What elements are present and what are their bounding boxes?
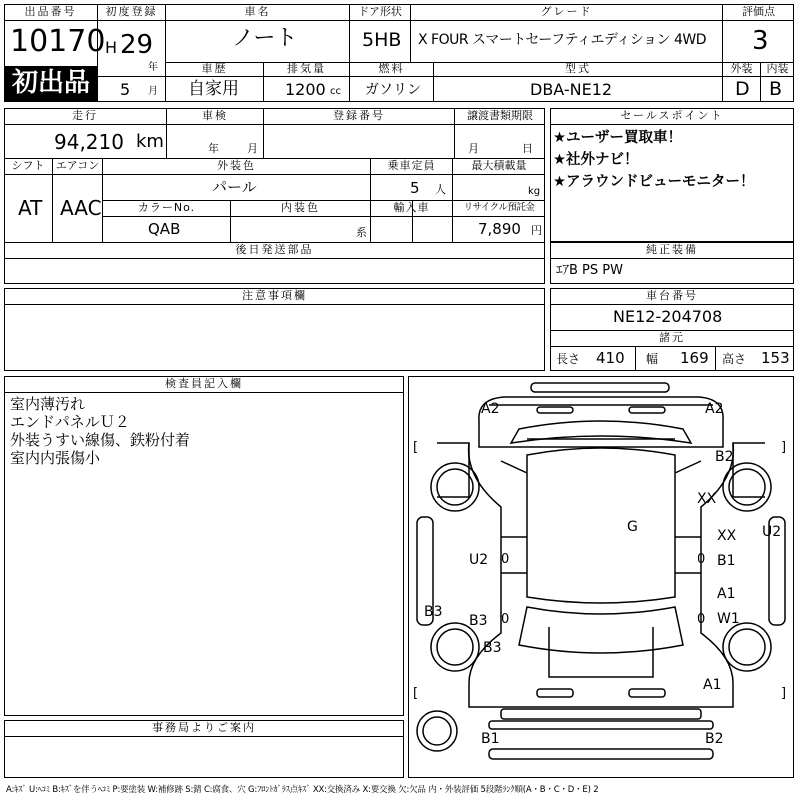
insp-year-unit: 年 bbox=[208, 142, 219, 155]
inspection-label: 車検 bbox=[202, 109, 228, 122]
name-label: 車名 bbox=[244, 5, 271, 18]
reg-month-unit: 月 bbox=[148, 86, 158, 97]
transfer-day: 日 bbox=[522, 142, 533, 155]
length-label: 長さ bbox=[556, 352, 581, 366]
recycle-value: 7,890 bbox=[478, 220, 521, 238]
chassis-label: 車台番号 bbox=[646, 289, 698, 302]
mark-b3-center: B3 bbox=[469, 613, 488, 629]
load-unit: kg bbox=[528, 186, 541, 197]
width-label: 幅 bbox=[646, 352, 659, 366]
disp-label: 排気量 bbox=[287, 62, 326, 75]
fuel-value: ガソリン bbox=[365, 82, 421, 98]
mileage-label: 走行 bbox=[72, 109, 98, 122]
svg-text:0: 0 bbox=[697, 552, 706, 567]
mark-b1-bottom: B1 bbox=[481, 731, 500, 747]
door-label: ドア形状 bbox=[358, 5, 402, 18]
mark-b2-bottom: B2 bbox=[705, 731, 724, 747]
shift-value: AT bbox=[18, 196, 43, 220]
color-value: パール bbox=[212, 178, 257, 196]
score-label: 評価点 bbox=[742, 5, 775, 18]
lot-label: 出品番号 bbox=[24, 5, 77, 18]
history-value: 自家用 bbox=[188, 79, 239, 99]
height-value: 153 bbox=[761, 349, 790, 367]
equipment-value: ｴｱB PS PW bbox=[556, 263, 623, 278]
sales-point-2: ★社外ナビ！ bbox=[553, 152, 639, 168]
office-label: 事務局よりご案内 bbox=[152, 721, 256, 734]
mark-xx-2: XX bbox=[717, 528, 737, 544]
mark-g: G bbox=[627, 519, 638, 535]
int-label: 内装 bbox=[766, 62, 789, 75]
mark-u2-right: U2 bbox=[762, 524, 782, 540]
mark-xx-1: XX bbox=[697, 491, 717, 507]
insp-month-unit: 月 bbox=[247, 142, 258, 155]
shift-label: シフト bbox=[11, 159, 45, 172]
grade-label: グレード bbox=[540, 5, 593, 18]
capacity-value: 5 bbox=[410, 179, 420, 197]
reg-year: 29 bbox=[120, 30, 154, 60]
disp-unit: cc bbox=[330, 86, 341, 97]
car-outline-diagram bbox=[409, 377, 793, 777]
color-label: 外装色 bbox=[217, 159, 256, 172]
inspector-line-3: 外装うすい線傷、鉄粉付着 bbox=[10, 431, 191, 449]
reg-year-unit: 年 bbox=[148, 62, 158, 73]
length-value: 410 bbox=[596, 349, 625, 367]
ac-value: AAC bbox=[60, 196, 102, 220]
history-label: 車歴 bbox=[201, 62, 228, 75]
int-color-label: 内装色 bbox=[281, 201, 320, 214]
first-listing-badge: 初出品 bbox=[5, 66, 97, 101]
inspector-line-1: 室内薄汚れ bbox=[10, 395, 86, 413]
model-label: 型式 bbox=[565, 62, 591, 75]
transfer-label: 譲渡書類期限 bbox=[467, 109, 533, 122]
mark-b2-right: B2 bbox=[715, 449, 734, 465]
mark-b3-left: B3 bbox=[424, 604, 443, 620]
mileage-unit: km bbox=[136, 131, 164, 152]
color-no-label: カラーNo. bbox=[137, 201, 196, 214]
mark-b1-right: B1 bbox=[717, 553, 736, 569]
mark-u2-left: U2 bbox=[469, 552, 489, 568]
reg-month: 5 bbox=[120, 80, 131, 99]
ext-label: 外装 bbox=[730, 62, 753, 75]
mark-a2-left: A2 bbox=[481, 401, 500, 417]
score-value: 3 bbox=[752, 26, 769, 56]
reg-label: 初度登録 bbox=[105, 5, 158, 18]
ac-label: エアコン bbox=[55, 159, 100, 172]
svg-text:[: [ bbox=[413, 440, 419, 455]
svg-text:0: 0 bbox=[501, 552, 510, 567]
import-label: 輸入車 bbox=[393, 201, 430, 214]
fuel-label: 燃料 bbox=[378, 62, 405, 75]
mark-w1-right: W1 bbox=[717, 611, 740, 627]
width-value: 169 bbox=[680, 349, 709, 367]
inspector-label: 検査員記入欄 bbox=[165, 377, 243, 390]
inspector-line-4: 室内内張傷小 bbox=[10, 449, 101, 467]
equipment-label: 純正装備 bbox=[646, 243, 698, 256]
later-label: 後日発送部品 bbox=[235, 243, 314, 256]
disp-value: 1200 bbox=[285, 80, 326, 99]
reg-no-label: 登録番号 bbox=[333, 109, 385, 122]
load-label: 最大積載量 bbox=[471, 159, 527, 172]
reg-era: H bbox=[105, 38, 118, 57]
model-value: DBA-NE12 bbox=[530, 80, 613, 99]
sales-label: セールスポイント bbox=[620, 109, 724, 122]
transfer-month: 月 bbox=[468, 142, 479, 155]
color-no-value: QAB bbox=[148, 220, 181, 238]
car-name: ノート bbox=[232, 26, 298, 51]
door-type: 5HB bbox=[362, 29, 402, 51]
recycle-unit: 円 bbox=[531, 224, 542, 237]
height-label: 高さ bbox=[722, 352, 747, 366]
recycle-label: リサイクル預託金 bbox=[463, 202, 535, 213]
svg-text:0: 0 bbox=[697, 612, 706, 627]
svg-text:]: ] bbox=[781, 686, 787, 701]
lot-number: 10170 bbox=[10, 24, 106, 59]
mark-b3-lower: B3 bbox=[483, 640, 502, 656]
svg-text:0: 0 bbox=[501, 612, 510, 627]
grade-value: X FOUR スマートセーフティエディション 4WD bbox=[418, 32, 707, 48]
sales-point-1: ★ユーザー買取車！ bbox=[553, 130, 682, 146]
svg-text:]: ] bbox=[781, 440, 787, 455]
mileage-value: 94,210 bbox=[54, 130, 124, 154]
capacity-label: 乗車定員 bbox=[387, 159, 436, 172]
mark-a2-right: A2 bbox=[705, 401, 724, 417]
capacity-unit: 人 bbox=[435, 183, 446, 196]
int-grade: B bbox=[769, 78, 783, 100]
spec-label: 諸元 bbox=[659, 331, 685, 344]
inspector-line-2: エンドパネルＵ２ bbox=[10, 413, 130, 431]
chassis-value: NE12-204708 bbox=[613, 307, 723, 326]
notes-label: 注意事項欄 bbox=[242, 289, 307, 302]
svg-text:[: [ bbox=[413, 686, 419, 701]
damage-legend: A:ｷｽﾞ U:ﾍｺﾐ B:ｷｽﾞを伴うﾍｺﾐ P:要塗装 W:補修跡 S:錆 C:腐食、穴 G:ﾌﾛﾝﾄｶﾞﾗｽ点ｷｽﾞ XX:交換済み X:要交換 欠:欠品 内・外装評価 5段階ﾗﾝｸ順(A・B・C・D・E) 2 bbox=[6, 785, 599, 795]
mark-a1-right: A1 bbox=[717, 586, 736, 602]
sales-point-3: ★アラウンドビューモニター！ bbox=[553, 174, 755, 190]
damage-diagram bbox=[408, 376, 794, 778]
ext-grade: D bbox=[735, 78, 750, 100]
int-color-unit: 系 bbox=[356, 226, 367, 239]
mark-a1-bottom: A1 bbox=[703, 677, 722, 693]
